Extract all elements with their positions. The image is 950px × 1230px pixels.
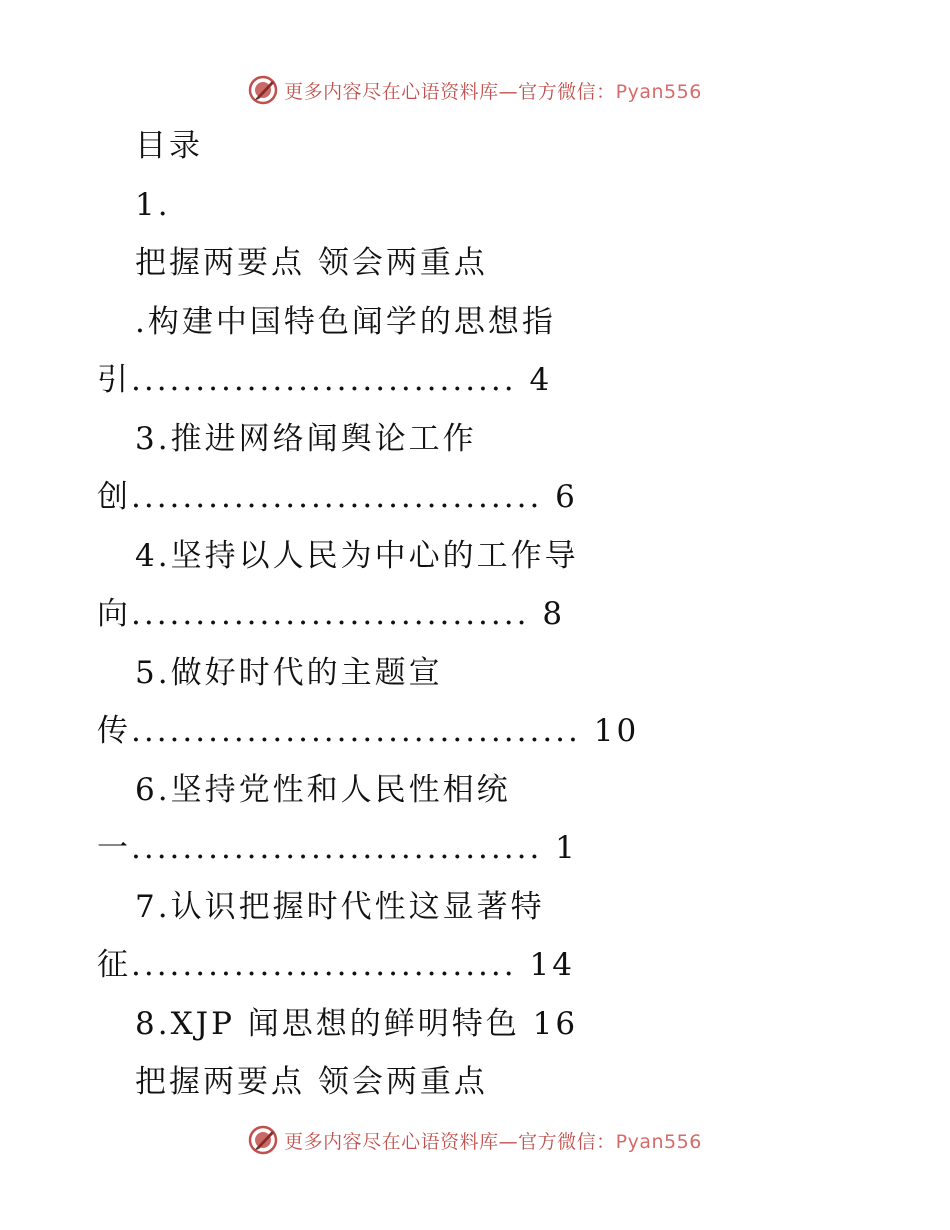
toc-line: 7.认识把握时代性这显著特: [135, 889, 545, 925]
watermark-text: 更多内容尽在心语资料库—官方微信：Pyan556: [284, 1130, 702, 1153]
toc-line: 向............................... 8: [97, 596, 566, 632]
toc-line: 6.坚持党性和人民性相统: [135, 772, 511, 808]
toc-line: 传................................... 10: [97, 713, 640, 749]
toc-line: .构建中国特色闻学的思想指: [135, 304, 556, 340]
toc-line: 8.XJP 闻思想的鲜明特色 16: [135, 1006, 579, 1042]
watermark-contact: Pyan556: [615, 80, 702, 103]
footer-watermark: [0, 1120, 950, 1160]
toc-title: 目录: [135, 128, 203, 164]
header-watermark: [0, 70, 950, 110]
toc-line: 1.: [135, 187, 171, 223]
toc-line: 一................................ 1: [97, 830, 578, 866]
brush-pen-logo-icon: [248, 1125, 278, 1155]
toc-line: 4.坚持以人民为中心的工作导: [135, 538, 579, 574]
toc-line: 引.............................. 4: [97, 362, 553, 398]
toc-line: 创................................ 6: [97, 479, 578, 515]
watermark-contact: Pyan556: [615, 1130, 702, 1153]
toc-line: 把握两要点 领会两重点: [135, 1064, 488, 1100]
watermark-text: 更多内容尽在心语资料库—官方微信：Pyan556: [284, 80, 702, 103]
toc-line: 3.推进网络闻舆论工作: [135, 421, 477, 457]
toc-line: 5.做好时代的主题宣: [135, 655, 443, 691]
toc-line: 征.............................. 14: [97, 947, 575, 983]
toc-line: 把握两要点 领会两重点: [135, 245, 488, 281]
brush-pen-logo-icon: [248, 75, 278, 105]
